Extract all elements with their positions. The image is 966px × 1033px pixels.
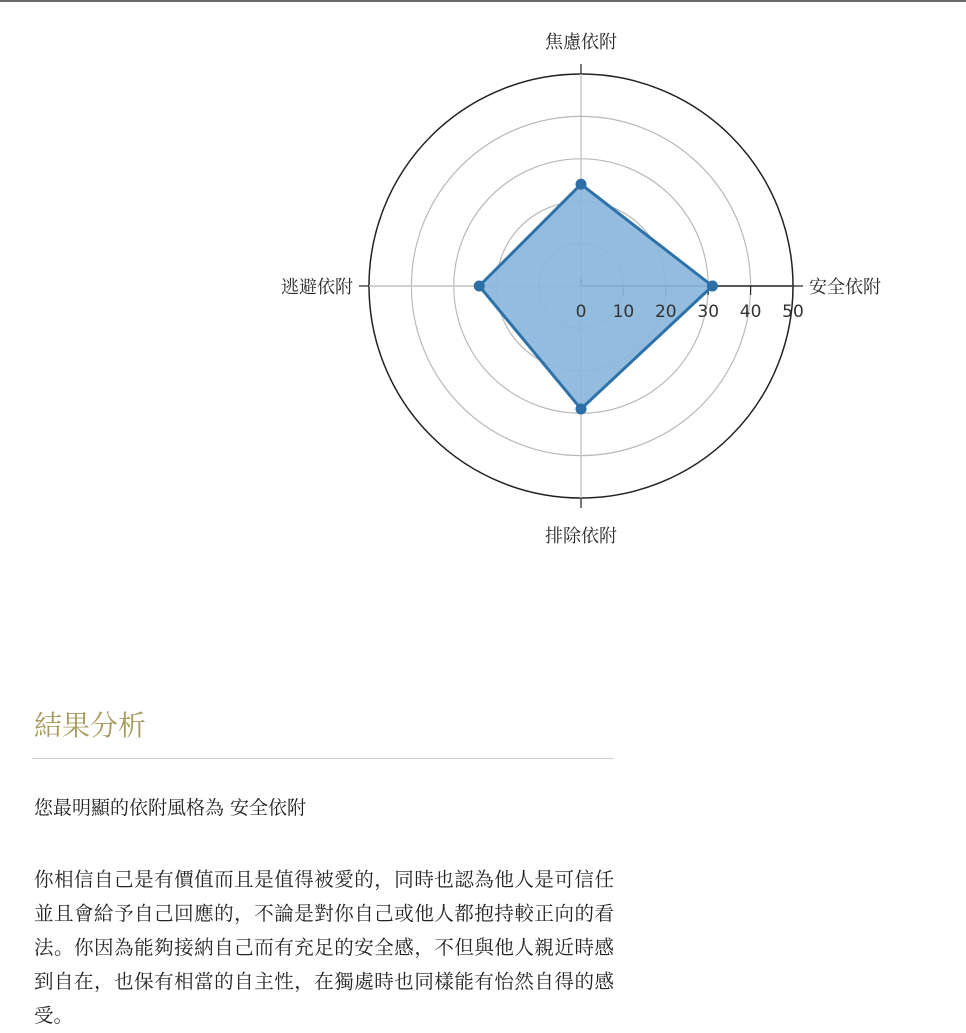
section-title: 結果分析 bbox=[34, 709, 147, 742]
radar-data-point bbox=[576, 179, 586, 189]
radar-data-point bbox=[707, 281, 717, 291]
radar-data bbox=[474, 179, 720, 414]
radar-axis-label: 排除依附 bbox=[545, 526, 617, 547]
radial-tick-label: 20 bbox=[654, 302, 677, 322]
radial-tick-label: 10 bbox=[612, 302, 635, 322]
attachment-style-description: 你相信自己是有價值而且是值得被愛的，同時也認為他人是可信任並且會給予自己回應的，不論是對你自己或他人都抱持較正向的看法。你因為能夠接納自己而有充足的安全感，不但與他人親近時感到自在，也保有相當的自主性，在獨處時也同樣能有怡然自得的感受。 bbox=[34, 868, 614, 1027]
radial-tick-label: 50 bbox=[782, 302, 804, 322]
radar-data-point bbox=[576, 404, 586, 414]
radial-tick-label: 40 bbox=[739, 302, 762, 322]
radial-tick-label: 0 bbox=[575, 302, 587, 322]
section-divider bbox=[32, 758, 614, 759]
radar-axis-label: 安全依附 bbox=[809, 277, 881, 298]
radar-axis-label: 逃避依附 bbox=[281, 277, 353, 298]
radar-axis-label: 焦慮依附 bbox=[545, 32, 617, 53]
attachment-style-summary: 您最明顯的依附風格為 安全依附 bbox=[34, 797, 307, 819]
radial-tick-label: 30 bbox=[697, 302, 720, 322]
radar-data-point bbox=[474, 281, 484, 291]
radar-data-area bbox=[479, 184, 712, 409]
result-analysis-section bbox=[32, 704, 614, 1033]
